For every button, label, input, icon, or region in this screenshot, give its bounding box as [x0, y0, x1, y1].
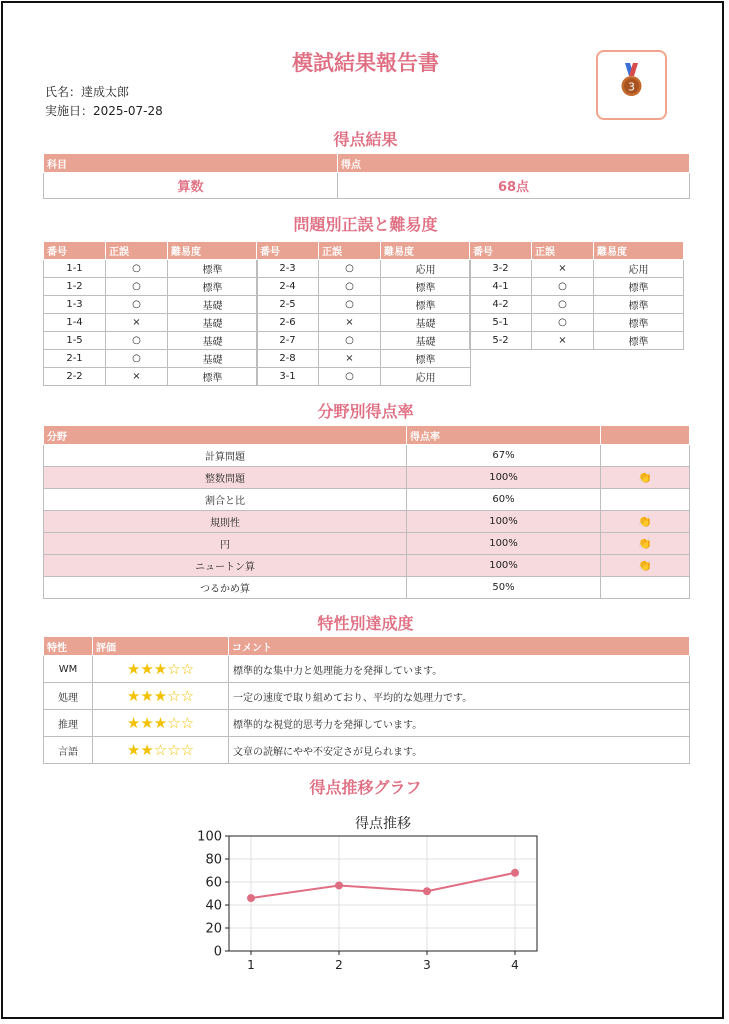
question-difficulty: 標準 [168, 368, 258, 386]
trait-table [43, 636, 690, 764]
trait-row [44, 737, 690, 764]
trait-name: 言語 [44, 737, 93, 764]
field-row [44, 489, 690, 511]
question-result: ○ [106, 296, 168, 314]
question-difficulty: 応用 [381, 368, 471, 386]
question-number: 2-6 [257, 314, 319, 332]
score-table [43, 153, 690, 199]
question-result: ○ [319, 278, 381, 296]
question-number: 1-4 [44, 314, 106, 332]
score-cell: 68点 [338, 173, 690, 199]
question-number: 1-3 [44, 296, 106, 314]
question-result: ○ [106, 278, 168, 296]
question-difficulty: 標準 [594, 314, 684, 332]
question-result: × [106, 314, 168, 332]
question-row [44, 350, 258, 368]
trait-comment: 標準的な集中力と処理能力を発揮しています。 [229, 656, 690, 683]
medal-badge [596, 50, 667, 120]
star-rating: ★★★☆☆ [93, 710, 229, 737]
trait-comment: 文章の読解にやや不安定さが見られます。 [229, 737, 690, 764]
trait-header-trait: 特性 [44, 637, 93, 656]
question-number: 2-8 [257, 350, 319, 368]
question-difficulty: 基礎 [168, 296, 258, 314]
field-name: 円 [44, 533, 407, 555]
question-result: ○ [532, 314, 594, 332]
question-header-difficulty: 難易度 [381, 242, 471, 260]
question-difficulty: 応用 [381, 260, 471, 278]
question-row [44, 368, 258, 386]
x-tick-label: 1 [247, 958, 255, 972]
field-name: 割合と比 [44, 489, 407, 511]
question-result: ○ [319, 332, 381, 350]
question-difficulty: 標準 [594, 278, 684, 296]
field-rate: 67% [407, 445, 601, 467]
trait-heading: 特性別達成度 [317, 614, 414, 633]
question-row [257, 314, 471, 332]
question-difficulty: 基礎 [381, 314, 471, 332]
question-row [470, 260, 684, 278]
field-name: 規則性 [44, 511, 407, 533]
question-row [257, 260, 471, 278]
field-name: つるかめ算 [44, 577, 407, 599]
medal-number: 3 [628, 80, 635, 94]
question-header-number: 番号 [257, 242, 319, 260]
questions-table-1 [43, 241, 258, 386]
question-number: 2-2 [44, 368, 106, 386]
question-header-result: 正誤 [319, 242, 381, 260]
question-difficulty: 標準 [168, 260, 258, 278]
question-number: 3-1 [257, 368, 319, 386]
question-result: ○ [106, 350, 168, 368]
question-row [257, 350, 471, 368]
questions-table-2 [256, 241, 471, 386]
question-result: ○ [106, 332, 168, 350]
question-row [470, 278, 684, 296]
question-number: 2-7 [257, 332, 319, 350]
trait-comment: 標準的な視覚的思考力を発揮しています。 [229, 710, 690, 737]
field-name: 整数問題 [44, 467, 407, 489]
question-number: 3-2 [470, 260, 532, 278]
question-difficulty: 標準 [381, 350, 471, 368]
score-header-subject: 科目 [44, 154, 338, 173]
field-row [44, 467, 690, 489]
y-tick-label: 0 [213, 944, 222, 960]
data-point [511, 869, 519, 877]
trait-header-comment: コメント [229, 637, 690, 656]
question-result: × [106, 368, 168, 386]
question-number: 2-3 [257, 260, 319, 278]
field-rate: 100% [407, 555, 601, 577]
question-difficulty: 標準 [594, 332, 684, 350]
subject-cell: 算数 [44, 173, 338, 199]
score-trend-chart [183, 803, 553, 978]
field-row [44, 577, 690, 599]
field-heading: 分野別得点率 [317, 402, 414, 421]
score-line [251, 873, 515, 898]
question-result: ○ [319, 296, 381, 314]
trait-comment: 一定の速度で取り組めており、平均的な処理力です。 [229, 683, 690, 710]
question-number: 4-2 [470, 296, 532, 314]
x-tick-label: 2 [335, 958, 343, 972]
question-number: 2-1 [44, 350, 106, 368]
report-page [1, 1, 724, 1019]
question-result: ○ [532, 278, 594, 296]
data-point [335, 881, 343, 889]
question-difficulty: 標準 [594, 296, 684, 314]
question-row [44, 278, 258, 296]
question-header-result: 正誤 [532, 242, 594, 260]
score-header-score: 得点 [338, 154, 690, 173]
data-point [423, 887, 431, 895]
clap-icon: 👏 [601, 511, 690, 533]
trait-header-rating: 評価 [93, 637, 229, 656]
question-result: ○ [532, 296, 594, 314]
question-result: ○ [319, 260, 381, 278]
clap-icon: 👏 [601, 467, 690, 489]
field-row [44, 533, 690, 555]
question-row [257, 368, 471, 386]
question-number: 2-4 [257, 278, 319, 296]
question-row [44, 314, 258, 332]
question-result: ○ [106, 260, 168, 278]
clap-icon: 👏 [601, 555, 690, 577]
page-title: 模試結果報告書 [292, 51, 439, 75]
star-rating: ★★★☆☆ [93, 656, 229, 683]
plot-frame [229, 836, 537, 951]
question-header-difficulty: 難易度 [168, 242, 258, 260]
field-row [44, 445, 690, 467]
field-header-name: 分野 [44, 426, 407, 445]
field-name: 計算問題 [44, 445, 407, 467]
question-header-number: 番号 [44, 242, 106, 260]
clap-icon [601, 577, 690, 599]
question-difficulty: 基礎 [168, 314, 258, 332]
question-number: 1-2 [44, 278, 106, 296]
field-header-mark [601, 426, 690, 445]
trait-name: 推理 [44, 710, 93, 737]
question-difficulty: 基礎 [381, 332, 471, 350]
x-tick-label: 3 [423, 958, 431, 972]
question-row [470, 332, 684, 350]
field-row [44, 555, 690, 577]
question-row [44, 260, 258, 278]
question-result: × [319, 314, 381, 332]
graph-heading: 得点推移グラフ [309, 778, 422, 797]
questions-heading: 問題別正誤と難易度 [293, 215, 438, 234]
question-number: 1-5 [44, 332, 106, 350]
field-rate: 100% [407, 467, 601, 489]
question-difficulty: 基礎 [168, 332, 258, 350]
question-number: 2-5 [257, 296, 319, 314]
star-rating: ★★★☆☆ [93, 683, 229, 710]
question-difficulty: 標準 [168, 278, 258, 296]
clap-icon: 👏 [601, 533, 690, 555]
star-rating: ★★☆☆☆ [93, 737, 229, 764]
y-tick-label: 60 [205, 875, 222, 891]
field-name: ニュートン算 [44, 555, 407, 577]
question-header-result: 正誤 [106, 242, 168, 260]
data-point [247, 894, 255, 902]
question-row [257, 332, 471, 350]
question-row [470, 296, 684, 314]
bronze-medal-icon [598, 52, 665, 118]
field-rate: 60% [407, 489, 601, 511]
questions-table-3 [469, 241, 684, 350]
field-header-rate: 得点率 [407, 426, 601, 445]
question-row [257, 296, 471, 314]
field-rate: 50% [407, 577, 601, 599]
question-header-number: 番号 [470, 242, 532, 260]
question-result: × [532, 332, 594, 350]
question-difficulty: 応用 [594, 260, 684, 278]
clap-icon [601, 445, 690, 467]
trait-row [44, 710, 690, 737]
question-difficulty: 標準 [381, 278, 471, 296]
question-result: × [319, 350, 381, 368]
exam-date: 実施日：2025-07-28 [45, 104, 163, 118]
clap-icon [601, 489, 690, 511]
student-name: 氏名：達成太郎 [45, 85, 130, 99]
field-rate: 100% [407, 533, 601, 555]
question-number: 5-1 [470, 314, 532, 332]
question-difficulty: 標準 [381, 296, 471, 314]
question-result: ○ [319, 368, 381, 386]
field-row [44, 511, 690, 533]
trait-name: WM [44, 656, 93, 683]
x-tick-label: 4 [511, 958, 519, 972]
chart-title: 得点推移 [355, 816, 411, 832]
question-header-difficulty: 難易度 [594, 242, 684, 260]
question-row [44, 296, 258, 314]
trait-row [44, 683, 690, 710]
field-rate: 100% [407, 511, 601, 533]
y-tick-label: 20 [205, 921, 222, 937]
question-number: 4-1 [470, 278, 532, 296]
trait-row [44, 656, 690, 683]
question-row [470, 314, 684, 332]
field-table [43, 425, 690, 599]
question-difficulty: 基礎 [168, 350, 258, 368]
score-heading: 得点結果 [333, 130, 398, 149]
y-tick-label: 80 [205, 852, 222, 868]
y-tick-label: 100 [197, 829, 222, 845]
question-number: 5-2 [470, 332, 532, 350]
y-tick-label: 40 [205, 898, 222, 914]
question-row [44, 332, 258, 350]
question-result: × [532, 260, 594, 278]
question-number: 1-1 [44, 260, 106, 278]
trait-name: 処理 [44, 683, 93, 710]
question-row [257, 278, 471, 296]
